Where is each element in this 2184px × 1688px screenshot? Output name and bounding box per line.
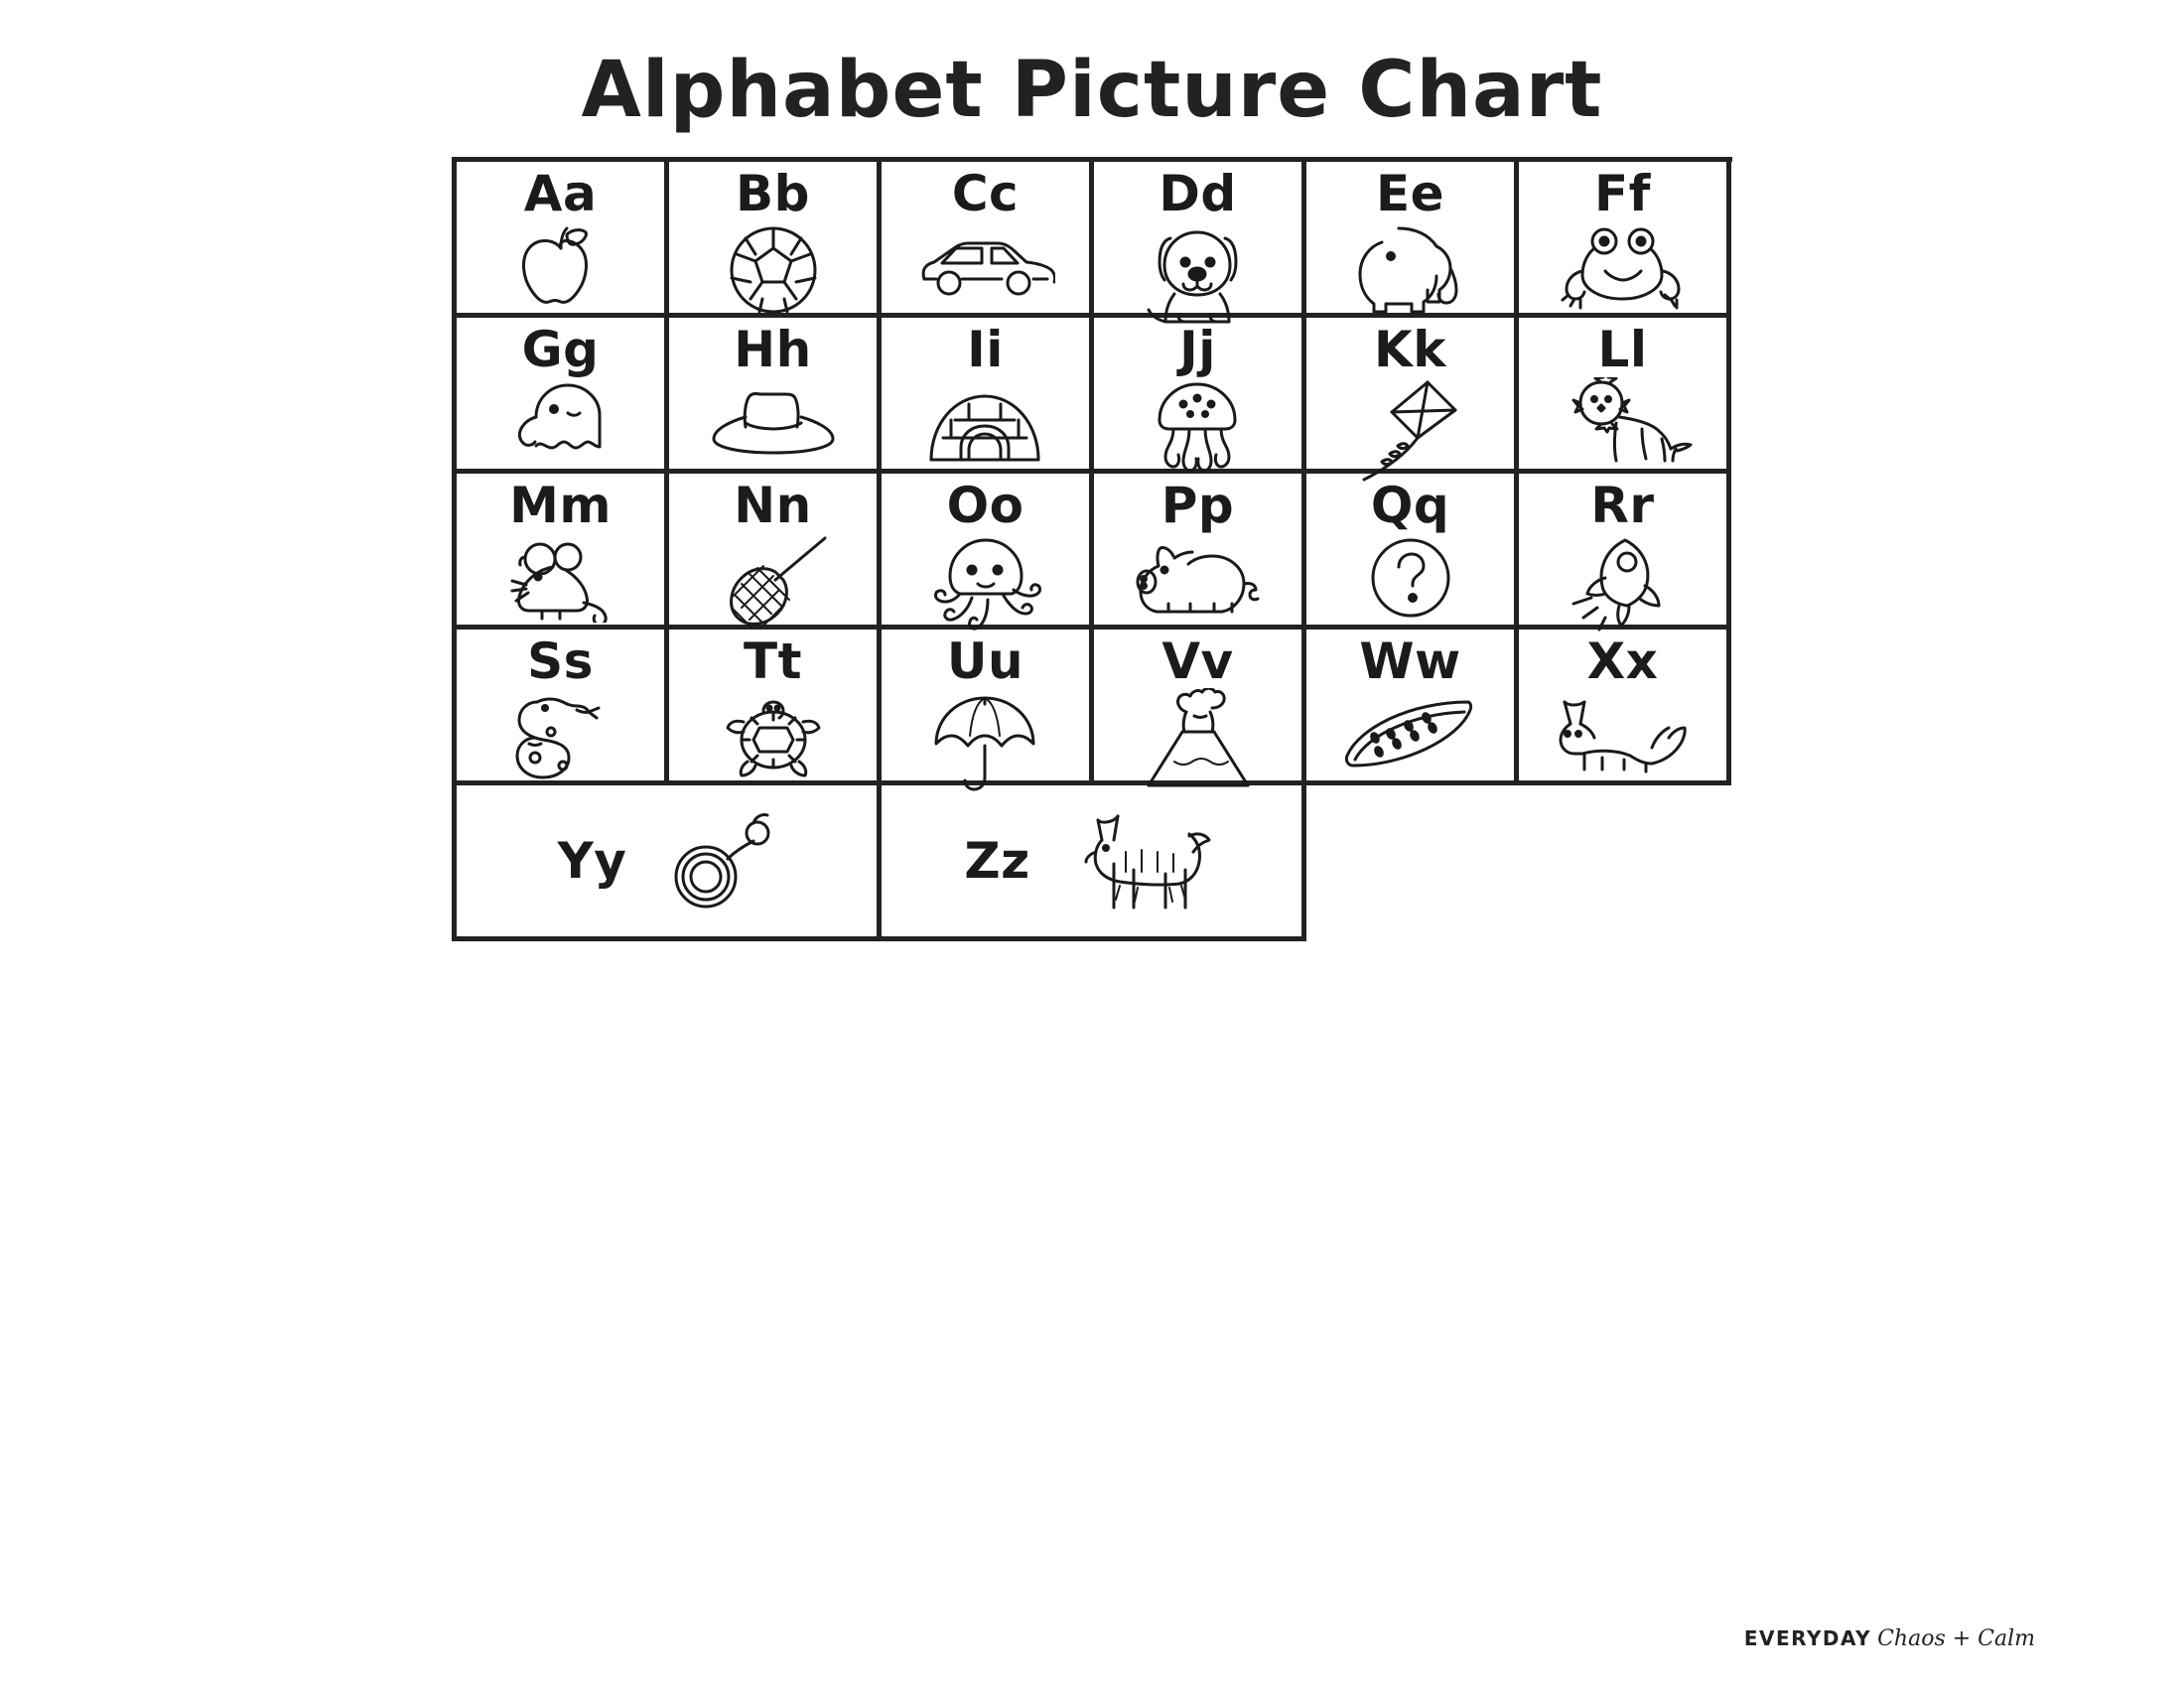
octopus-icon	[882, 532, 1089, 636]
chart-cell-y[interactable]	[457, 785, 882, 941]
letter-label: Yy	[557, 832, 627, 890]
chart-cell-i[interactable]	[882, 318, 1094, 474]
chart-cell-j[interactable]	[1094, 318, 1306, 474]
chart-row	[457, 318, 1732, 474]
jellyfish-icon	[1094, 376, 1301, 481]
chart-cell-b[interactable]	[669, 162, 882, 318]
ghost-icon	[457, 376, 664, 470]
apple-icon	[457, 220, 664, 315]
chart-cell-n[interactable]	[669, 474, 882, 630]
chart-cell-z[interactable]	[882, 785, 1306, 941]
letter-label: Ll	[1597, 321, 1648, 378]
letter-label: Ss	[527, 633, 594, 690]
letter-label: Gg	[521, 321, 600, 378]
umbrella-icon	[882, 688, 1089, 792]
brand-logo	[1744, 1628, 2035, 1650]
chart-cell-f[interactable]	[1519, 162, 1731, 318]
letter-label: Cc	[951, 165, 1020, 222]
letter-label: Mm	[509, 477, 612, 534]
brand-line-2: Chaos + Calm	[1877, 1626, 2035, 1651]
letter-label: Ee	[1375, 165, 1445, 222]
chart-cell-a[interactable]	[457, 162, 669, 318]
letter-label: Qq	[1370, 477, 1450, 534]
car-icon	[882, 220, 1089, 314]
igloo-icon	[882, 376, 1089, 471]
question-mark-icon	[1306, 532, 1514, 626]
letter-label: Kk	[1374, 321, 1446, 378]
letter-label: Ii	[967, 321, 1004, 378]
brand-line-1: EVERYDAY	[1743, 1626, 1872, 1650]
chart-cell-k[interactable]	[1306, 318, 1519, 474]
chart-row	[457, 474, 1732, 630]
letter-label: Xx	[1586, 633, 1659, 690]
chart-cell-x[interactable]	[1519, 630, 1731, 785]
net-icon	[669, 532, 877, 636]
letter-label: Rr	[1590, 477, 1655, 534]
rocket-icon	[1519, 532, 1726, 632]
pig-icon	[1094, 532, 1301, 626]
letter-label: Dd	[1159, 165, 1237, 222]
lion-icon	[1519, 376, 1726, 470]
chart-cell-d[interactable]	[1094, 162, 1306, 318]
letter-label: Uu	[946, 633, 1024, 690]
letter-label: Nn	[734, 477, 812, 534]
page-title: Alphabet Picture Chart	[581, 46, 1603, 135]
zebra-icon	[1070, 806, 1219, 915]
chart-cell-r[interactable]	[1519, 474, 1731, 630]
mouse-icon	[457, 532, 664, 626]
letter-label: Vv	[1161, 633, 1234, 690]
chart-cell-h[interactable]	[669, 318, 882, 474]
snake-icon	[457, 688, 664, 787]
yoyo-icon	[666, 809, 775, 914]
letter-label: Pp	[1160, 477, 1235, 534]
letter-label: Ff	[1594, 165, 1651, 222]
letter-label: Bb	[736, 165, 810, 222]
chart-cell-s[interactable]	[457, 630, 669, 785]
frog-icon	[1519, 220, 1726, 314]
chart-cell-o[interactable]	[882, 474, 1094, 630]
chart-cell-t[interactable]	[669, 630, 882, 785]
chart-cell-q[interactable]	[1306, 474, 1519, 630]
kite-icon	[1306, 376, 1514, 486]
letter-label: Hh	[734, 321, 812, 378]
chart-cell-e[interactable]	[1306, 162, 1519, 318]
chart-cell-l[interactable]	[1519, 318, 1731, 474]
grid-spacer	[1306, 785, 1732, 941]
chart-cell-v[interactable]	[1094, 630, 1306, 785]
chart-cell-w[interactable]	[1306, 630, 1519, 785]
volcano-icon	[1094, 688, 1301, 797]
alphabet-grid	[452, 157, 1732, 941]
chart-cell-m[interactable]	[457, 474, 669, 630]
letter-label: Zz	[964, 832, 1030, 890]
ball-icon	[669, 220, 877, 320]
chart-cell-p[interactable]	[1094, 474, 1306, 630]
chart-row	[457, 785, 1732, 941]
letter-label: Tt	[743, 633, 802, 690]
letter-label: Ww	[1359, 633, 1461, 690]
letter-label: Jj	[1179, 321, 1216, 378]
hat-icon	[669, 376, 877, 470]
turtle-icon	[669, 688, 877, 787]
fox-icon	[1519, 688, 1726, 781]
chart-row	[457, 162, 1732, 318]
watermelon-icon	[1306, 688, 1514, 781]
elephant-icon	[1306, 220, 1514, 315]
letter-label: Aa	[523, 165, 598, 222]
chart-row	[457, 630, 1732, 785]
chart-cell-c[interactable]	[882, 162, 1094, 318]
chart-cell-u[interactable]	[882, 630, 1094, 785]
letter-label: Oo	[946, 477, 1024, 534]
chart-cell-g[interactable]	[457, 318, 669, 474]
